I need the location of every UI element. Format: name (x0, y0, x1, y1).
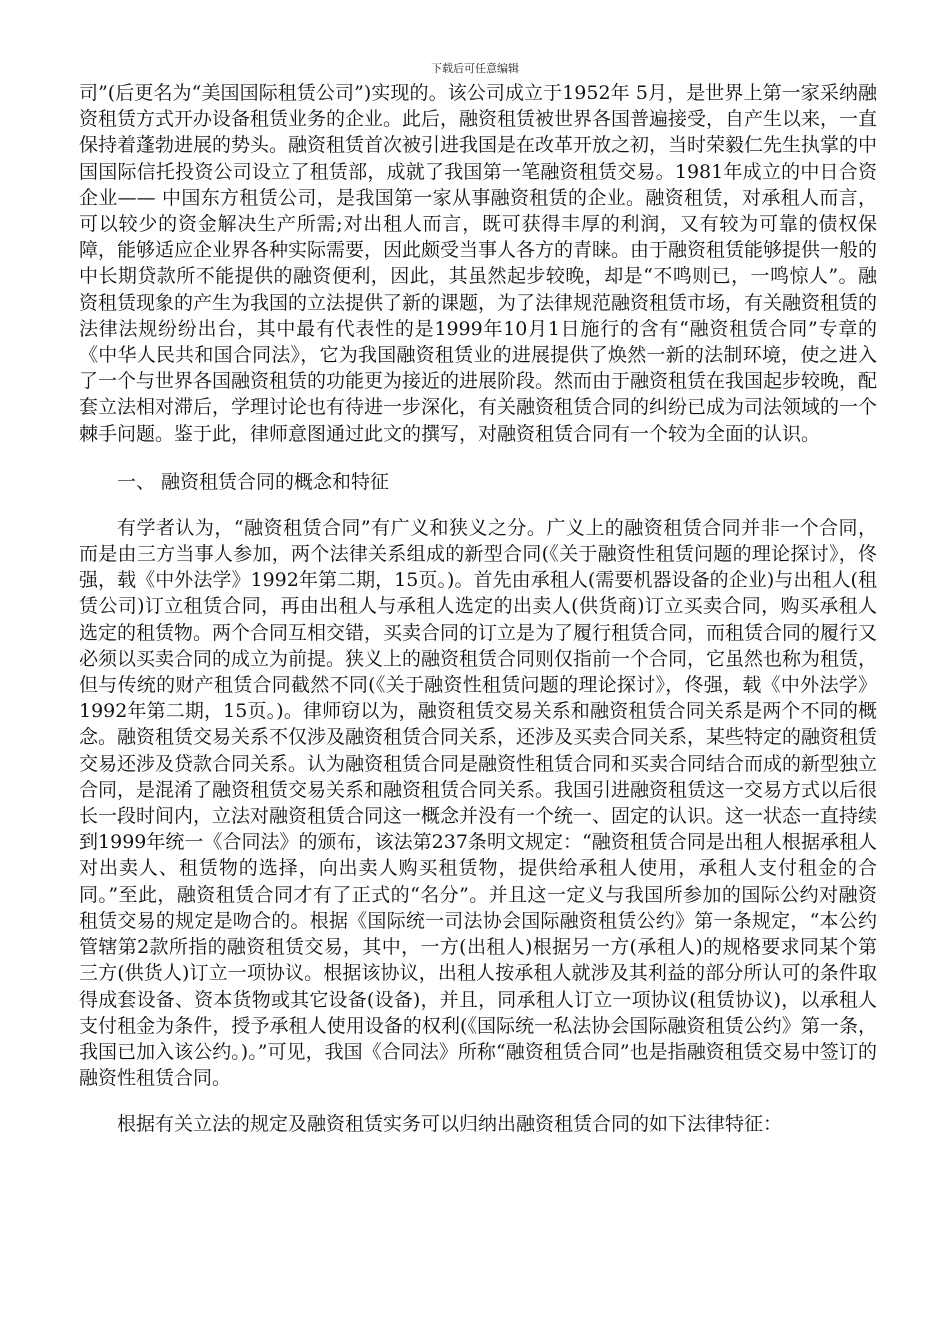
page-header-note: 下载后可任意编辑 (431, 62, 519, 75)
section-heading: 一、 融资租赁合同的概念和特征 (117, 470, 390, 493)
paragraph-intro: 司”(后更名为“美国国际租赁公司”)实现的。该公司成立于1952年 5月，是世界上第一家采纳融资租赁方式开办设备租赁业务的企业。此后，融资租赁被世界各国普遍接受，自产生以来，一直保持着蓬勃进展的势头。融资租赁首次被引进我国是在改革开放之初，当时荣毅仁先生执掌的中国国际信托投资公司设立了租赁部，成就了我国第一笔融资租赁交易。1981年成立的中日合资企业—— 中国东方租赁公司，是我国第一家从事融资租赁的企业。融资租赁，对承租人而言，可以较少的资金解决生产所需;对出租人而言，既可获得丰厚的利润，又有较为可靠的债权保障，能够适应企业界各种实际需要，因此颇受当事人各方的青睐。由于融资租赁能够提供一般的中长期贷款所不能提供的融资便利，因此，其虽然起步较晚，却是“不鸣则已，一鸣惊人”。融资租赁现象的产生为我国的立法提供了新的课题，为了法律规范融资租赁市场，有关融资租赁的法律法规纷纷出台，其中最有代表性的是1999年10月1日施行的含有“融资租赁合同”专章的《中华人民共和国合同法》，它为我国融资租赁业的进展提供了焕然一新的法制环境，使之进入了一个与世界各国融资租赁的功能更为接近的进展阶段。然而由于融资租赁在我国起步较晚，配套立法相对滞后，学理讨论也有待进一步深化，有关融资租赁合同的纠纷已成为司法领域的一个棘手问题。鉴于此，律师意图通过此文的撰写，对融资租赁合同有一个较为全面的认识。 (79, 82, 878, 445)
paragraph-features-intro: 根据有关立法的规定及融资租赁实务可以归纳出融资租赁合同的如下法律特征： (117, 1113, 783, 1136)
paragraph-concept: 有学者认为，“融资租赁合同”有广义和狭义之分。广义上的融资租赁合同并非一个合同，而是由三方当事人参加，两个法律关系组成的新型合同(《关于融资性租赁问题的理论探讨》，佟强，载《中外法学》1992年第二期，15页。)。首先由承租人(需要机器设备的企业)与出租人(租赁公司)订立租赁合同，再由出租人与承租人选定的出卖人(供货商)订立买卖合同，购买承租人选定的租赁物。两个合同互相交错，买卖合同的订立是为了履行租赁合同，而租赁合同的履行又必须以买卖合同的成立为前提。狭义上的融资租赁合同则仅指前一个合同，它虽然也称为租赁，但与传统的财产租赁合同截然不同(《关于融资性租赁问题的理论探讨》，佟强，载《中外法学》1992年第二期，15页。)。律师窃以为，融资租赁交易关系和融资租赁合同关系是两个不同的概念。融资租赁交易关系不仅涉及融资租赁合同关系，还涉及买卖合同关系，某些特定的融资租赁交易还涉及贷款合同关系。认为融资租赁合同是融资性租赁合同和买卖合同结合而成的新型独立合同，是混淆了融资租赁交易关系和融资租赁合同关系。我国引进融资租赁这一交易方式以后很长一段时间内，立法对融资租赁合同这一概念并没有一个统一、固定的认识。这一状态一直持续到1999年统一《合同法》的颁布，该法第237条明文规定：“融资租赁合同是出租人根据承租人对出卖人、租赁物的选择，向出卖人购买租赁物，提供给承租人使用，承租人支付租金的合同。”至此，融资租赁合同才有了正式的“名分”。并且这一定义与我国所参加的国际公约对融资租赁交易的规定是吻合的。根据《国际统一司法协会国际融资租赁公约》第一条规定，“本公约管辖第2款所指的融资租赁交易，其中，一方(出租人)根据另一方(承租人)的规格要求同某个第三方(供货人)订立一项协议。根据该协议，出租人按承租人就涉及其利益的部分所认可的条件取得成套设备、资本货物或其它设备(设备)，并且，同承租人订立一项协议(租赁协议)，以承租人支付租金为条件，授予承租人使用设备的权利(《国际统一私法协会国际融资租赁公约》第一条，我国已加入该公约。)。”可见，我国《合同法》所称“融资租赁合同”也是指融资租赁交易中签订的融资性租赁合同。 (79, 516, 878, 1090)
document-body (79, 80, 877, 1138)
